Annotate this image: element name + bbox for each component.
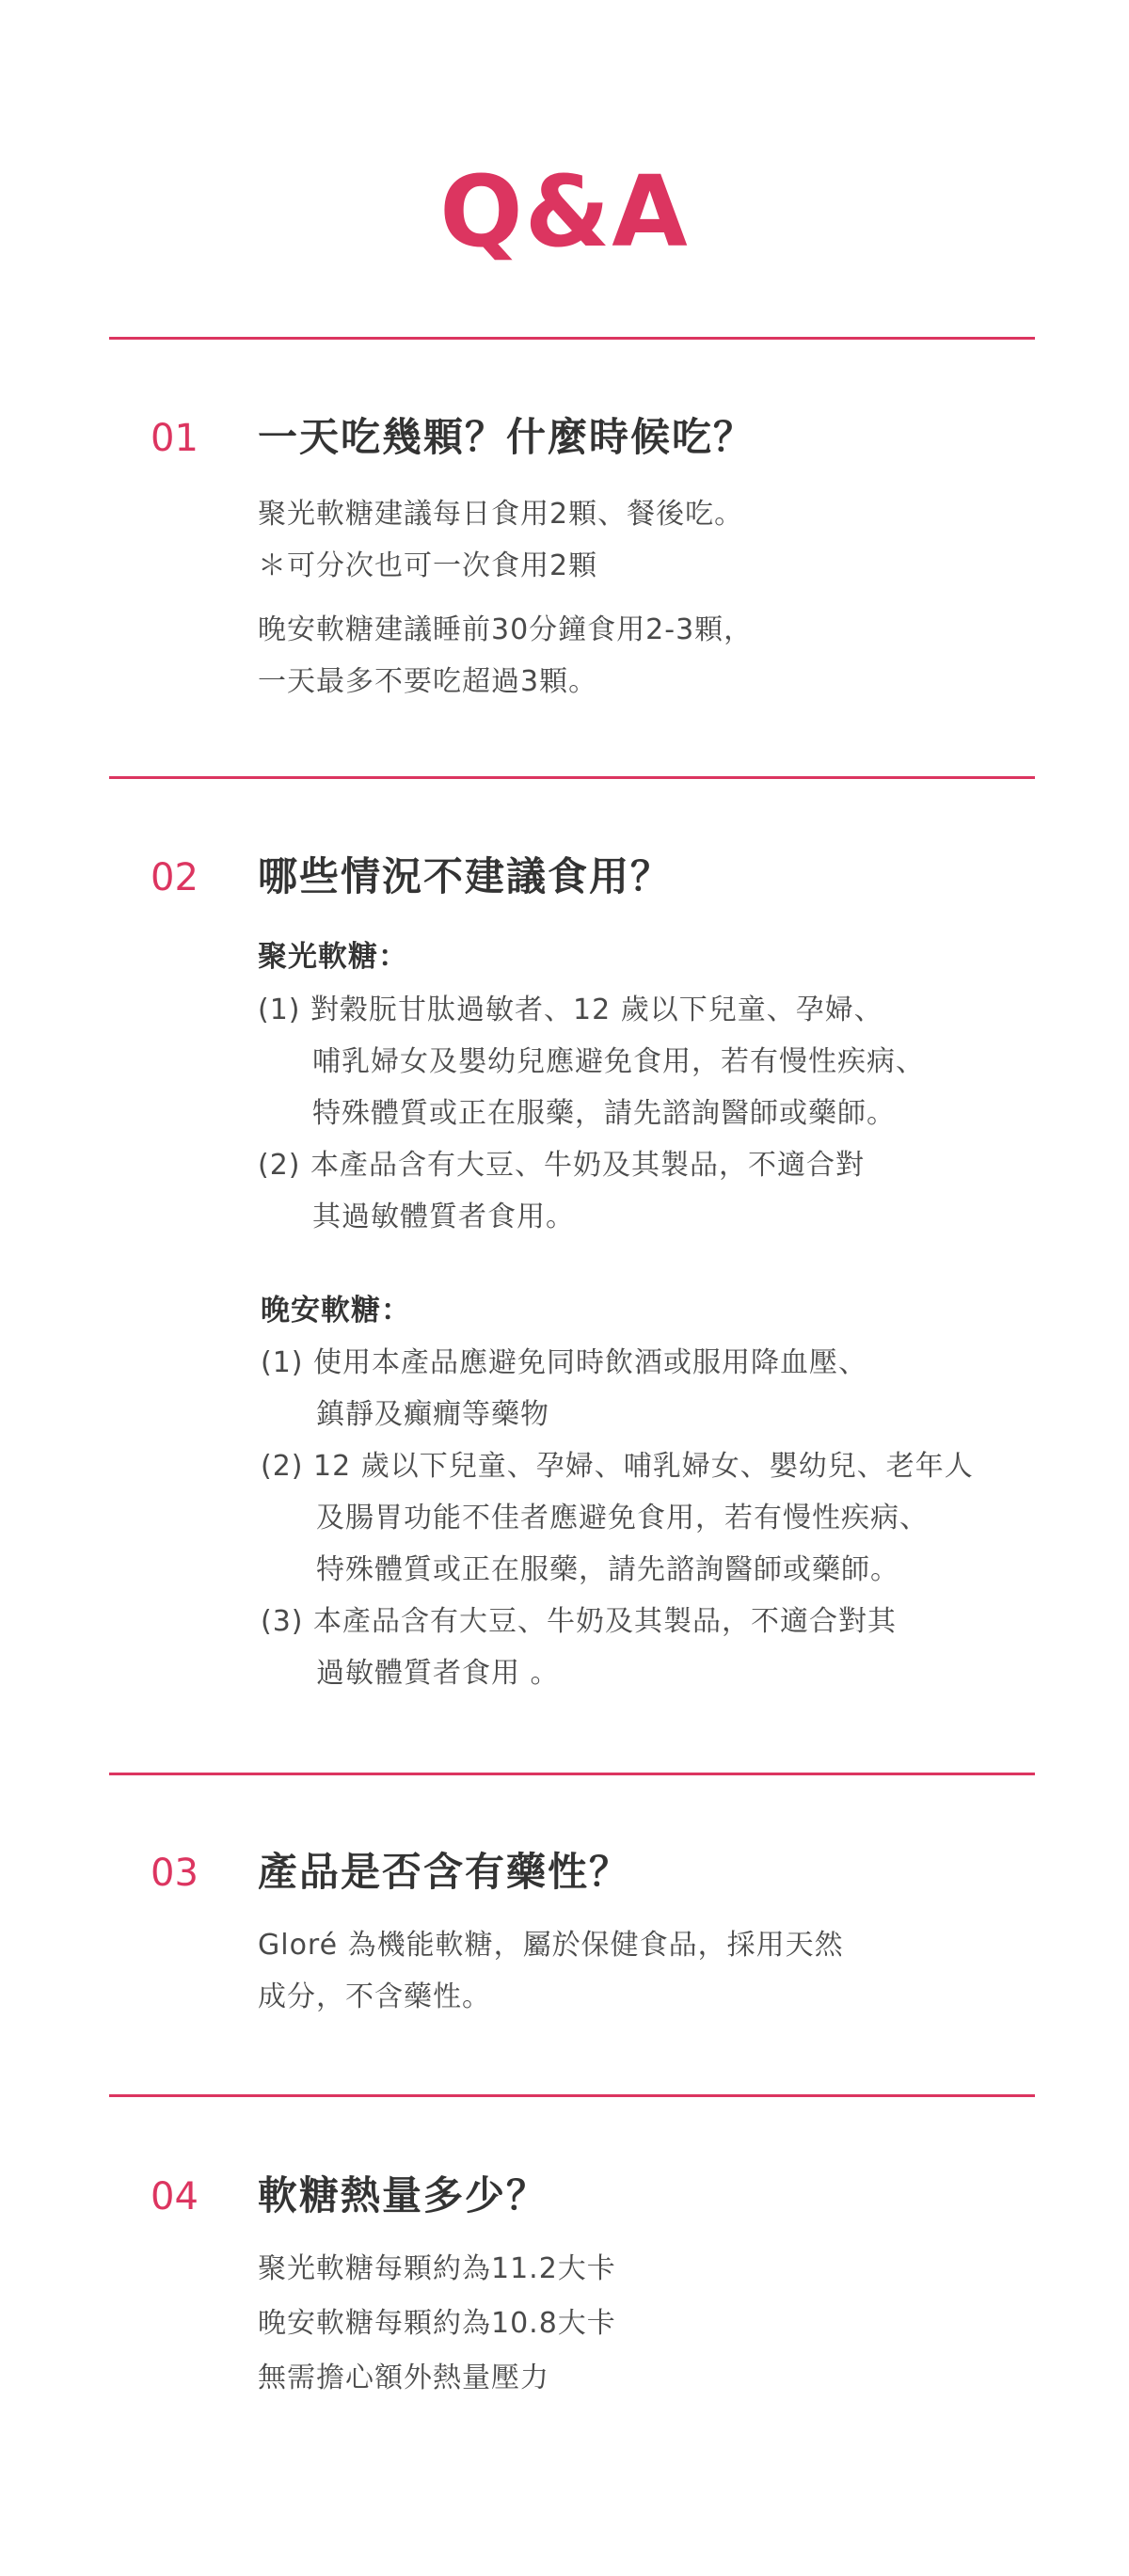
question-number: 01 — [151, 417, 199, 460]
page-title: Q&A — [439, 154, 690, 269]
answer-line: 過敏體質者食用 。 — [316, 1657, 560, 1690]
question-title: 哪些情況不建議食用？ — [258, 853, 673, 899]
answer-line: (2) 本產品含有大豆、牛奶及其製品，不適合對 — [258, 1149, 866, 1182]
answer-line: 晚安軟糖每顆約為10.8大卡 — [258, 2307, 616, 2340]
answer-line: 晚安軟糖建議睡前30分鐘食用2-3顆， — [258, 613, 754, 646]
answer-line: 聚光軟糖建議每日食用2顆、餐後吃。 — [258, 498, 744, 531]
answer-line: 特殊體質或正在服藥，請先諮詢醫師或藥師。 — [312, 1097, 896, 1130]
answer-line: Gloré 為機能軟糖，屬於保健食品，採用天然 — [258, 1929, 844, 1962]
answer-line: 哺乳婦女及嬰幼兒應避免食用，若有慢性疾病、 — [312, 1045, 925, 1078]
question-number: 03 — [151, 1852, 199, 1895]
answer-line: 無需擔心額外熱量壓力 — [258, 2361, 549, 2394]
divider — [109, 2094, 1035, 2097]
question-number: 02 — [151, 856, 199, 899]
answer-line: (3) 本產品含有大豆、牛奶及其製品，不適合對其 — [261, 1605, 898, 1638]
answer-line: (1) 使用本產品應避免同時飲酒或服用降血壓、 — [261, 1346, 868, 1379]
answer-line: (1) 對穀朊甘肽過敏者、12 歲以下兒童、孕婦、 — [258, 994, 883, 1026]
divider — [109, 337, 1035, 340]
answer-line: 聚光軟糖每顆約為11.2大卡 — [258, 2252, 616, 2285]
answer-subheading: 晚安軟糖： — [261, 1294, 411, 1328]
answer-line: 鎮靜及癲癇等藥物 — [316, 1398, 549, 1431]
question-number: 04 — [151, 2175, 199, 2218]
answer-line: 及腸胃功能不佳者應避免食用，若有慢性疾病、 — [316, 1502, 929, 1534]
question-title: 軟糖熱量多少？ — [258, 2172, 549, 2218]
divider — [109, 1773, 1035, 1775]
question-title: 一天吃幾顆？什麼時候吃？ — [258, 414, 755, 460]
answer-line: 成分，不含藥性。 — [258, 1980, 491, 2013]
answer-subheading: 聚光軟糖： — [258, 940, 408, 974]
divider — [109, 776, 1035, 779]
answer-line: 一天最多不要吃超過3顆。 — [258, 665, 598, 698]
answer-line: 特殊體質或正在服藥，請先諮詢醫師或藥師。 — [316, 1553, 899, 1586]
answer-line: (2) 12 歲以下兒童、孕婦、哺乳婦女、嬰幼兒、老年人 — [261, 1450, 974, 1483]
answer-line: 其過敏體質者食用。 — [312, 1201, 575, 1233]
answer-line: ＊可分次也可一次食用2顆 — [258, 549, 598, 582]
question-title: 產品是否含有藥性？ — [258, 1849, 631, 1895]
